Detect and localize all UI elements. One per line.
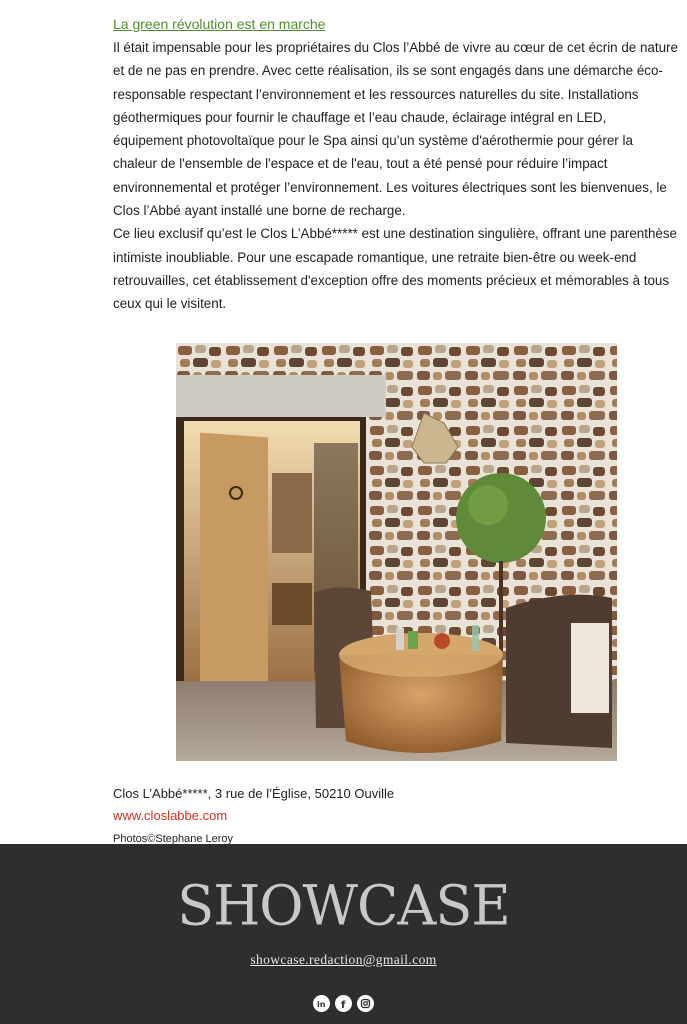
- showcase-logo: SHOWCASE: [177, 873, 510, 938]
- instagram-icon[interactable]: [357, 995, 374, 1012]
- terrace-photo: [176, 343, 617, 761]
- svg-text:in: in: [317, 1000, 326, 1009]
- website-link[interactable]: www.closlabbe.com: [113, 808, 228, 823]
- paragraph-destination: Ce lieu exclusif qu’est le Clos L’Abbé***** est une destination singulière, offrant une parenthèse intimiste inoubliable. Pour une escapade romantique, une retraite bien-être ou week-end retrouvailles, cet établissement d'exception offre des moments précieux et mémorables à tous ceux qui le visitent.: [113, 226, 678, 312]
- photo-credit: Photos©Stephane Leroy: [113, 833, 234, 844]
- svg-text:f: f: [341, 1000, 346, 1009]
- footer: [0, 844, 687, 1024]
- hotel-address: Clos L’Abbé*****, 3 rue de l’Église, 50210 Ouville: [113, 786, 395, 801]
- linkedin-icon[interactable]: [313, 995, 330, 1012]
- footer-email-row: [0, 952, 687, 968]
- facebook-icon[interactable]: [335, 995, 352, 1012]
- paragraph-green-revolution: Il était impensable pour les propriétaires du Clos l’Abbé de vivre au cœur de cet écrin de nature et de ne pas en prendre. Avec cette réalisation, ils se sont engagés dans une démarche éco-responsable respectant l’environnement et les ressources naturelles du site. Installations géothermiques pour fournir le chauffage et l’eau chaude, éclairage intégral en LED, équipement photovoltaïque pour le Spa ainsi qu’un système d'aérothermie pour gérer la chaleur de l'ensemble de l'espace et de l'eau, tout a été pensé pour réduire l’impact environnemental et protéger l’environnement. Les voitures électriques sont les bienvenues, le Clos l’Abbé ayant installé une borne de recharge.: [113, 40, 678, 219]
- section-heading-link[interactable]: La green révolution est en marche: [113, 16, 326, 32]
- social-links: [0, 995, 687, 1012]
- email-link[interactable]: showcase.redaction@gmail.com: [250, 952, 437, 967]
- article-body: [113, 14, 679, 316]
